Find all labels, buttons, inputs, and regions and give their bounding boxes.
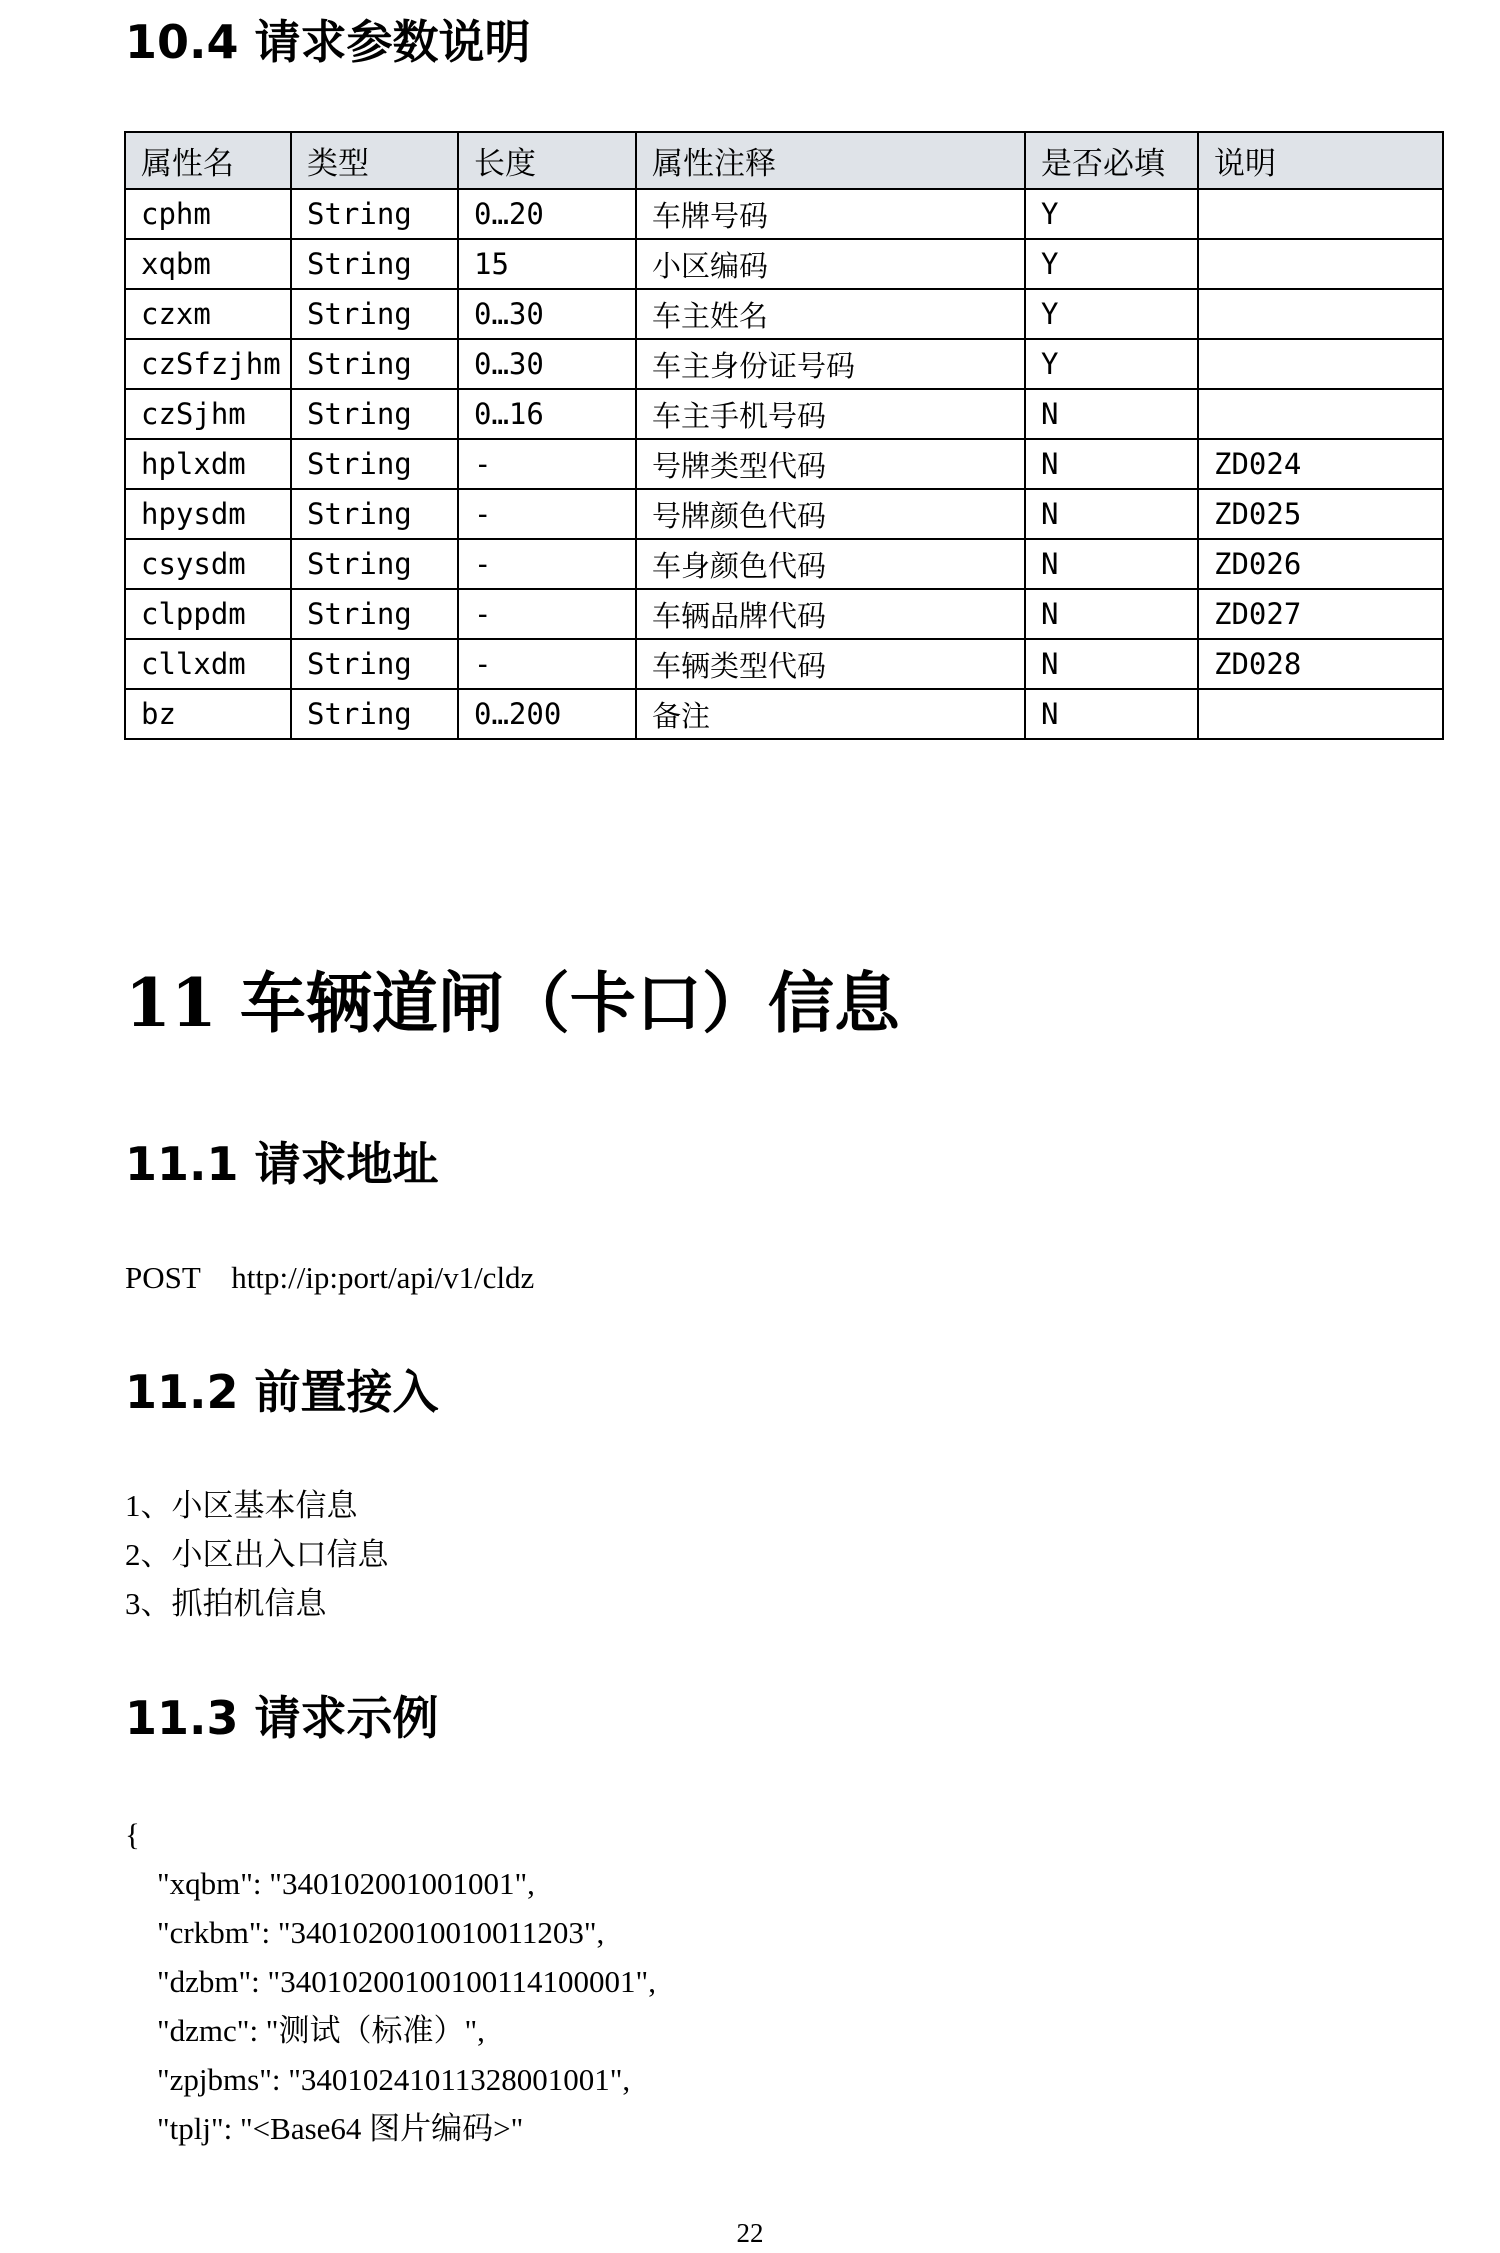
code-line: "dzmc": "测试（标准）", — [157, 2013, 485, 2048]
table-cell: cllxdm — [125, 639, 291, 689]
table-row — [125, 489, 1443, 539]
table-cell: 小区编码 — [636, 239, 1025, 289]
table-cell — [1198, 189, 1443, 239]
table-cell: ZD025 — [1198, 489, 1443, 539]
table-cell: ZD028 — [1198, 639, 1443, 689]
table-cell — [1198, 289, 1443, 339]
column-header: 属性名 — [125, 132, 291, 189]
table-cell: String — [291, 439, 458, 489]
table-cell: 车牌号码 — [636, 189, 1025, 239]
table-cell: String — [291, 189, 458, 239]
table-row — [125, 589, 1443, 639]
code-line: "xqbm": "340102001001001", — [157, 1866, 535, 1901]
table-cell: 车主身份证号码 — [636, 339, 1025, 389]
table-cell: 0…200 — [458, 689, 636, 739]
table-cell: 15 — [458, 239, 636, 289]
column-header: 说明 — [1198, 132, 1443, 189]
table-row — [125, 389, 1443, 439]
table-cell: xqbm — [125, 239, 291, 289]
table-cell: String — [291, 239, 458, 289]
list-item: 1、小区基本信息 — [125, 1488, 358, 1523]
table-row — [125, 289, 1443, 339]
table-cell: String — [291, 589, 458, 639]
table-cell: 号牌颜色代码 — [636, 489, 1025, 539]
table-row — [125, 339, 1443, 389]
code-line: "dzbm": "34010200100100114100001", — [157, 1964, 656, 1999]
list-item: 2、小区出入口信息 — [125, 1537, 389, 1572]
table-cell: ZD024 — [1198, 439, 1443, 489]
table-cell: 0…20 — [458, 189, 636, 239]
request-url: http://ip:port/api/v1/cldz — [231, 1260, 535, 1295]
table-cell: 车主姓名 — [636, 289, 1025, 339]
table-cell — [1198, 239, 1443, 289]
request-address — [125, 1258, 534, 1298]
code-line: "crkbm": "3401020010010011203", — [157, 1915, 605, 1950]
table-cell: String — [291, 489, 458, 539]
table-cell: ZD026 — [1198, 539, 1443, 589]
column-header: 长度 — [458, 132, 636, 189]
request-params-table — [124, 131, 1444, 740]
table-cell: Y — [1025, 189, 1198, 239]
chapter-11-heading: 11 车辆道闸（卡口）信息 — [125, 964, 900, 1042]
table-cell: czSjhm — [125, 389, 291, 439]
table-cell — [1198, 689, 1443, 739]
code-line: { — [125, 1817, 140, 1852]
table-cell: Y — [1025, 289, 1198, 339]
column-header: 是否必填 — [1025, 132, 1198, 189]
table-cell: czSfzjhm — [125, 339, 291, 389]
column-header: 属性注释 — [636, 132, 1025, 189]
table-header-row — [125, 132, 1443, 189]
table-row — [125, 239, 1443, 289]
page-number: 22 — [736, 2218, 764, 2248]
table-cell: 0…30 — [458, 289, 636, 339]
table-cell: ZD027 — [1198, 589, 1443, 639]
code-line: "tplj": "<Base64 图片编码>" — [157, 2111, 524, 2146]
table-cell: - — [458, 439, 636, 489]
table-cell: N — [1025, 689, 1198, 739]
http-method: POST — [125, 1260, 201, 1295]
table-cell: - — [458, 539, 636, 589]
table-cell: N — [1025, 389, 1198, 439]
table-row — [125, 639, 1443, 689]
code-line: "zpjbms": "34010241011328001001", — [157, 2062, 631, 2097]
table-cell: 号牌类型代码 — [636, 439, 1025, 489]
section-10-4-heading: 10.4 请求参数说明 — [125, 15, 531, 69]
table-cell: 0…16 — [458, 389, 636, 439]
table-cell: N — [1025, 639, 1198, 689]
table-cell: - — [458, 589, 636, 639]
table-cell — [1198, 389, 1443, 439]
table-cell: clppdm — [125, 589, 291, 639]
table-cell — [1198, 339, 1443, 389]
table-cell: czxm — [125, 289, 291, 339]
table-cell: 0…30 — [458, 339, 636, 389]
column-header: 类型 — [291, 132, 458, 189]
table-cell: hplxdm — [125, 439, 291, 489]
list-item: 3、抓拍机信息 — [125, 1586, 327, 1621]
table-cell: bz — [125, 689, 291, 739]
table-cell: String — [291, 639, 458, 689]
table-cell: csysdm — [125, 539, 291, 589]
table-cell: String — [291, 539, 458, 589]
table-row — [125, 689, 1443, 739]
table-cell: N — [1025, 489, 1198, 539]
table-cell: N — [1025, 589, 1198, 639]
table-cell: 车主手机号码 — [636, 389, 1025, 439]
table-cell: hpysdm — [125, 489, 291, 539]
table-cell: cphm — [125, 189, 291, 239]
table-row — [125, 189, 1443, 239]
table-cell: String — [291, 339, 458, 389]
table-cell: N — [1025, 539, 1198, 589]
section-11-2-heading: 11.2 前置接入 — [125, 1365, 439, 1419]
table-cell: String — [291, 689, 458, 739]
table-row — [125, 539, 1443, 589]
table-cell: Y — [1025, 339, 1198, 389]
table-cell: 备注 — [636, 689, 1025, 739]
table-cell: - — [458, 639, 636, 689]
section-11-1-heading: 11.1 请求地址 — [125, 1137, 439, 1191]
table-cell: 车辆类型代码 — [636, 639, 1025, 689]
table-cell: String — [291, 389, 458, 439]
table-row — [125, 439, 1443, 489]
table-cell: N — [1025, 439, 1198, 489]
table-cell: - — [458, 489, 636, 539]
section-11-3-heading: 11.3 请求示例 — [125, 1691, 439, 1745]
table-cell: 车身颜色代码 — [636, 539, 1025, 589]
table-cell: 车辆品牌代码 — [636, 589, 1025, 639]
table-cell: String — [291, 289, 458, 339]
table-cell: Y — [1025, 239, 1198, 289]
